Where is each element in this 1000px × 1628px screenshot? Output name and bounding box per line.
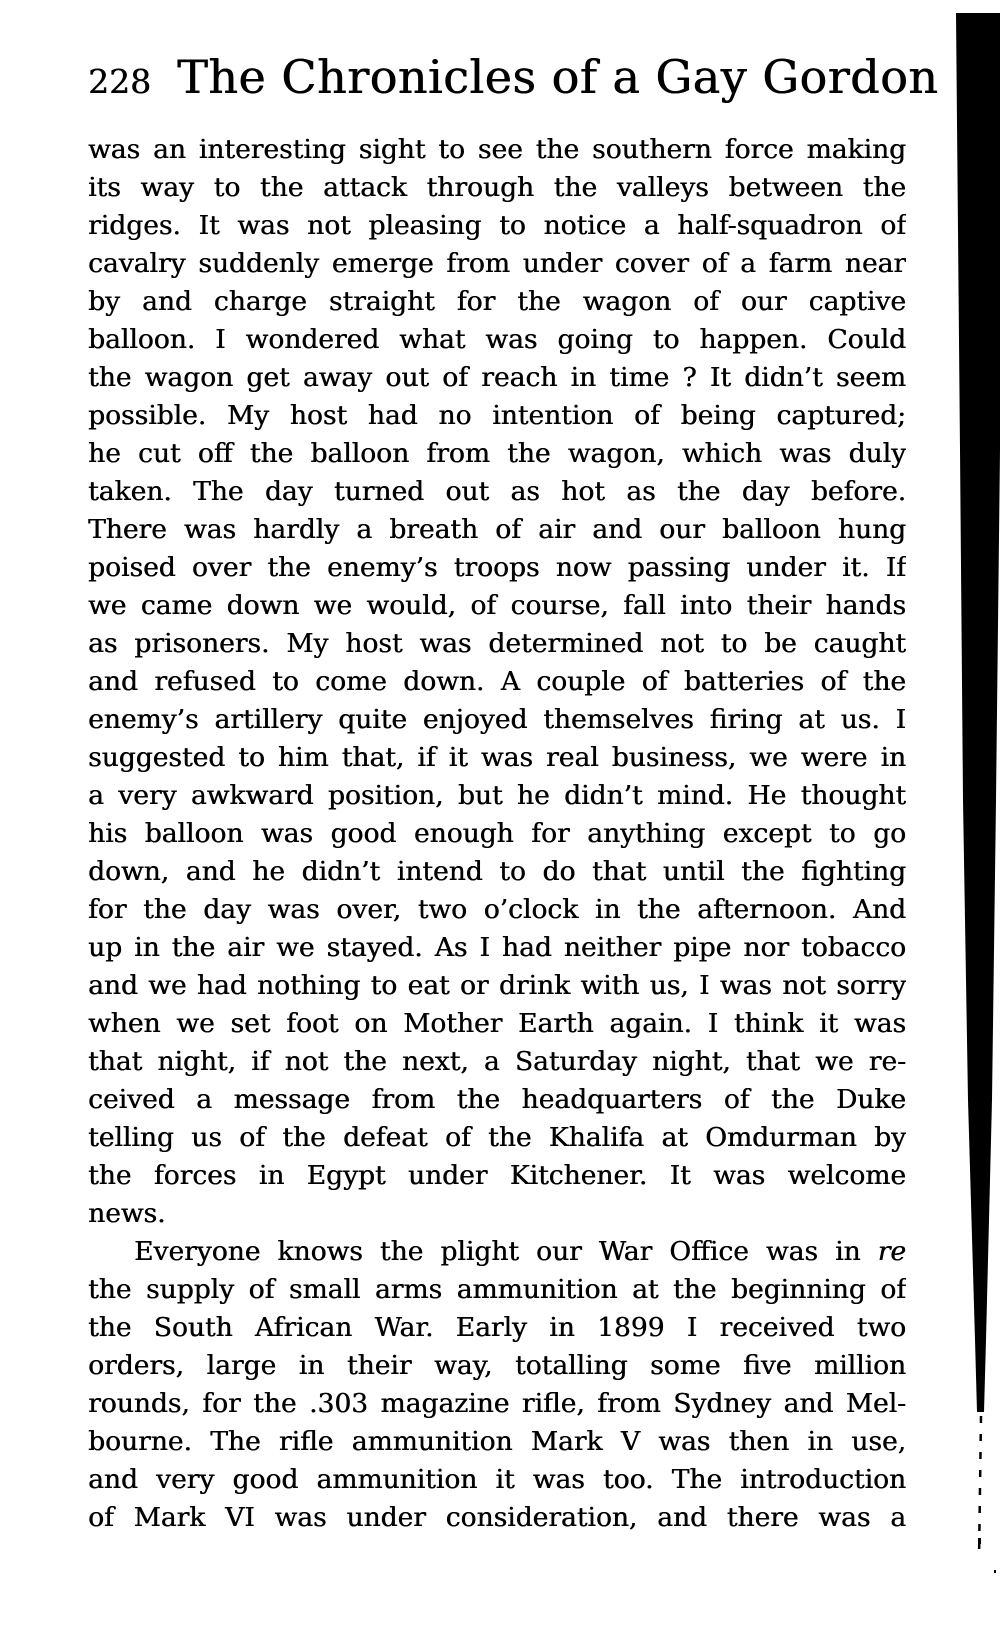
text-line: and refused to come down. A couple of batteries of the — [88, 666, 906, 697]
italic-text: re — [877, 1236, 906, 1267]
text-line: and we had nothing to eat or drink with us, I was not sorry — [88, 970, 906, 1001]
text-line: Everyone knows the plight our War Office was in re — [134, 1236, 906, 1267]
text-line: its way to the attack through the valleys between the — [88, 172, 906, 203]
text-line: down, and he didn’t intend to do that until the fighting — [88, 856, 906, 887]
text-line: cavalry suddenly emerge from under cover of a farm near — [88, 248, 906, 279]
text-line: we came down we would, of course, fall into their hands — [88, 590, 906, 621]
text-line: There was hardly a breath of air and our balloon hung — [88, 514, 906, 545]
text-line: ceived a message from the headquarters of the Duke — [88, 1084, 906, 1115]
text-line: for the day was over, two o’clock in the afternoon. And — [88, 894, 906, 925]
body-text — [88, 131, 906, 1537]
text-line: possible. My host had no intention of being captured; — [88, 400, 906, 431]
text-line: telling us of the defeat of the Khalifa at Omdurman by — [88, 1122, 906, 1153]
text-line: ridges. It was not pleasing to notice a half-squadron of — [88, 210, 906, 241]
text-line: poised over the enemy’s troops now passing under it. If — [88, 552, 906, 583]
running-title: The Chronicles of a Gay Gordon — [177, 50, 939, 104]
text-line: up in the air we stayed. As I had neither pipe nor tobacco — [88, 932, 906, 963]
text-line: rounds, for the .303 magazine rifle, from Sydney and Mel- — [88, 1388, 906, 1419]
text-line: of Mark VI was under consideration, and there was a — [88, 1502, 906, 1533]
text-line: he cut off the balloon from the wagon, which was duly — [88, 438, 906, 469]
text-line: balloon. I wondered what was going to happen. Could — [88, 324, 906, 355]
text-line: was an interesting sight to see the southern force making — [88, 134, 906, 165]
text-line: the supply of small arms ammunition at the beginning of — [88, 1274, 906, 1305]
text-line: the forces in Egypt under Kitchener. It was welcome — [88, 1160, 906, 1191]
text-line: news. — [88, 1198, 166, 1229]
text-line: a very awkward position, but he didn’t mind. He thought — [88, 780, 906, 811]
text-line: when we set foot on Mother Earth again. I think it was — [88, 1008, 906, 1039]
text-line: enemy’s artillery quite enjoyed themselves firing at us. I — [88, 704, 906, 735]
text-line: taken. The day turned out as hot as the day before. — [88, 476, 906, 507]
page-header — [88, 50, 938, 104]
text-line: as prisoners. My host was determined not to be caught — [88, 628, 906, 659]
text-line: suggested to him that, if it was real business, we were in — [88, 742, 906, 773]
text-line: by and charge straight for the wagon of our captive — [88, 286, 906, 317]
binding-shadow-icon — [950, 0, 1000, 1628]
text-line: his balloon was good enough for anything except to go — [88, 818, 906, 849]
text-line: orders, large in their way, totalling some five million — [88, 1350, 906, 1381]
page-number: 228 — [88, 62, 151, 101]
text-line: the South African War. Early in 1899 I received two — [88, 1312, 906, 1343]
text-line: and very good ammunition it was too. The introduction — [88, 1464, 906, 1495]
text-line: that night, if not the next, a Saturday night, that we re- — [88, 1046, 906, 1077]
text-line: bourne. The rifle ammunition Mark V was then in use, — [88, 1426, 906, 1457]
text-line: the wagon get away out of reach in time ? It didn’t seem — [88, 362, 906, 393]
